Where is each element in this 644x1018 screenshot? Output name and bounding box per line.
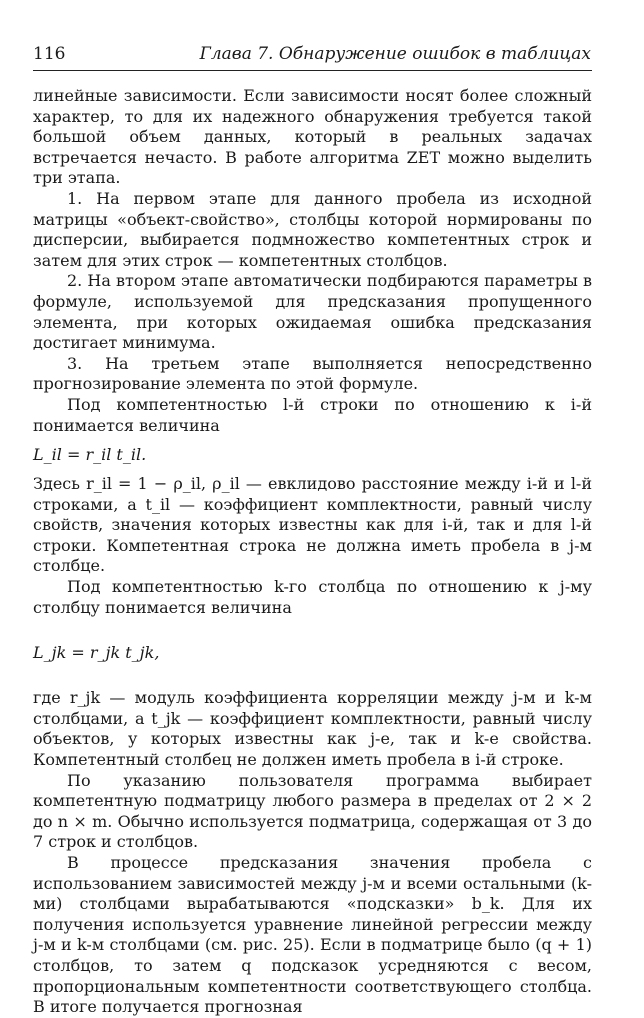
paragraph-9: По указанию пользователя программа выбирает компетентную подматрицу любого размера в пределах от 2 × 2 до n × m. Обычно используется подматрица, содержащая от 3 до 7 строк и столбцов. [33,770,592,852]
paragraph-5: Под компетентностью l-й строки по отношению к i-й понимается величина [33,394,592,435]
header-rule [33,70,592,71]
chapter-title: Глава 7. Обнаружение ошибок в таблицах [199,44,591,64]
formula-column-competence: L_jk = r_jk t_jk, [33,643,160,663]
paragraph-7: Под компетентностью k-го столбца по отношению к j-му столбцу понимается величина [33,577,592,617]
paragraph-10: В процессе предсказания значения пробела с использованием зависимостей между j-м и всеми остальными (k-ми) столбцами вырабатываются «подсказки» b_k. Для их получения используется уравнение линейной регрессии между j-м и k-м столбцами (см. рис. 25). Если в подматрице было (q + 1) столбцов, то затем q подсказок усредняются с весом, пропорциональным компетентности соответствующего столбца. В итоге получается прогнозная [33,853,592,1017]
page-header [33,42,591,70]
paragraph-3: 2. На втором этапе автоматически подбираются параметры в формуле, используемой для предсказания пропущенного элемента, при которых ожидаемая ошибка предсказания достигает минимума. [33,271,592,353]
page-number: 116 [33,44,66,64]
paragraph-6: Здесь r_il = 1 − ρ_il, ρ_il — евклидово расстояние между i-й и l-й строками, а t_il — коэффициент комплектности, равный числу свойств, значения которых известны как для i-й, так и для l-й строки. Компетентная строка не должна иметь пробела в j-м столбце. [33,474,592,576]
paragraph-4: 3. На третьем этапе выполняется непосредственно прогнозирование элемента по этой формуле. [33,353,592,394]
page-body [33,86,592,1018]
formula-row-competence: L_il = r_il t_il. [33,445,147,465]
paragraph-2: 1. На первом этапе для данного пробела из исходной матрицы «объект-свойство», столбцы которой нормированы по дисперсии, выбирается подмножество компетентных строк и затем для этих строк — компетентных столбцов. [33,188,592,270]
paragraph-1: линейные зависимости. Если зависимости носят более сложный характер, то для их надежного обнаружения требуется такой большой объем данных, который в реальных задачах встречается нечасто. В работе алгоритма ZET можно выделить три этапа. [33,86,592,188]
paragraph-8: где r_jk — модуль коэффициента корреляции между j-м и k-м столбцами, а t_jk — коэффициент комплектности, равный числу объектов, у которых известны как j-е, так и k-е свойства. Компетентный столбец не должен иметь пробела в i-й строке. [33,688,592,770]
